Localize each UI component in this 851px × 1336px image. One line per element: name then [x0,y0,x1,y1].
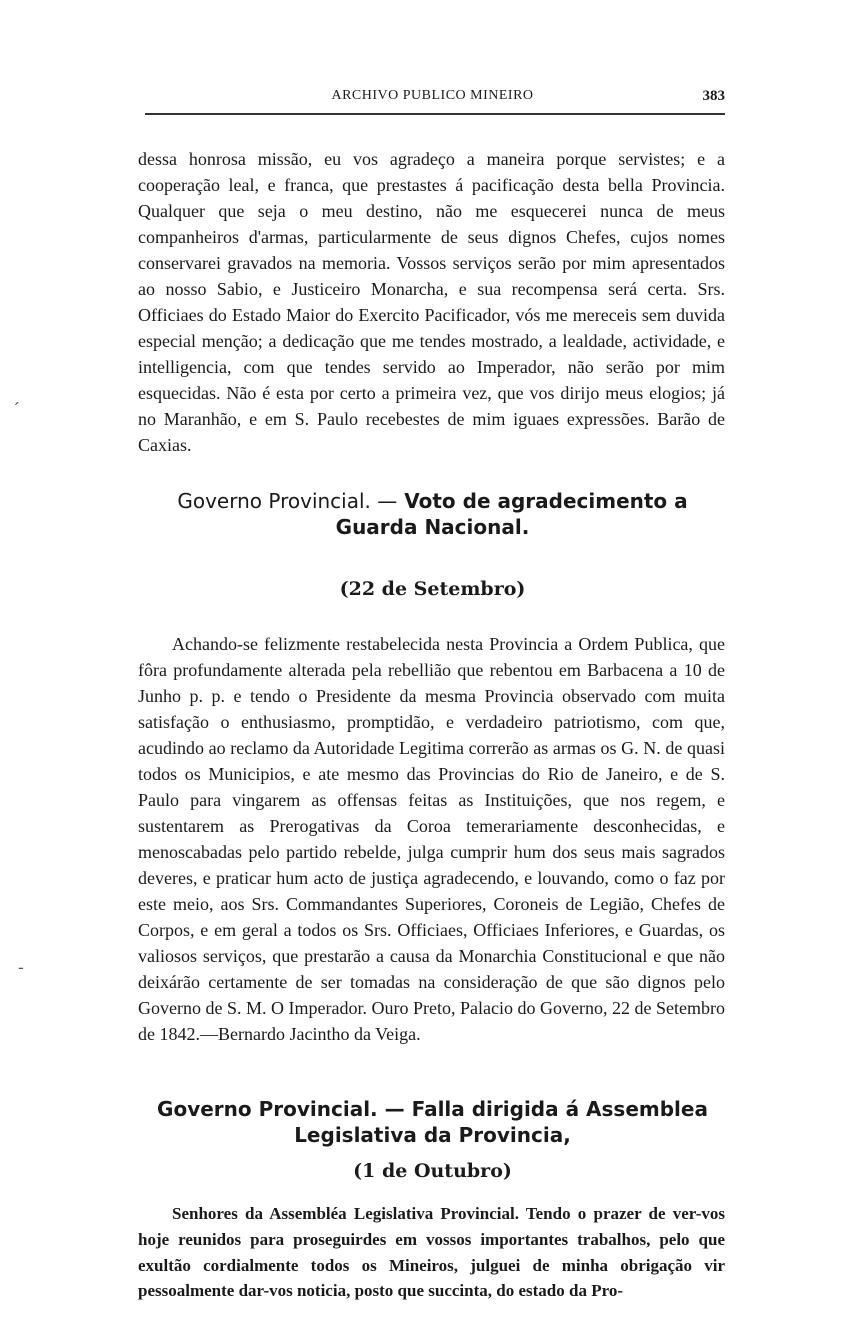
continuation-paragraph: dessa honrosa missão, eu vos agradeço a maneira porque servistes; e a cooperação leal, e franca, que prestastes á pacificação desta bella Provincia. Qualquer que seja o meu destino, não me esquecerei nunca de meus companheiros d'armas, particularmente de seus dignos Chefes, cujos nomes conservarei gravados na memoria. Vossos serviços serão por mim apresentados ao nosso Sabio, e Justiceiro Monarcha, e sua recompensa será certa. Srs. Officiaes do Estado Maior do Exercito Pacificador, vós me mereceis sem duvida especial menção; a dedicação que me tendes mostrado, a lealdade, actividade, e intelligencia, com que tendes servido ao Imperador, não serão por mim esquecidas. Não é esta por certo a primeira vez, que vos dirijo meus elogios; já no Maranhão, e em S. Paulo recebestes de mim iguaes expressões. Barão de Caxias. [138,149,725,455]
section1-heading-title: Voto de agradecimento a Guarda Nacional. [335,489,688,539]
section2-heading-title: Falla dirigida á Assemblea Legislativa da Provincia, [294,1097,708,1147]
running-header [140,88,725,108]
section2-heading [145,1096,720,1148]
section2-heading-lead: Governo Provincial. — [157,1097,405,1121]
continuation-block [138,146,725,458]
section1-body-block [138,631,725,1047]
section1-heading-lead: Governo Provincial. — [177,489,398,513]
section1-body: Achando-se felizmente restabelecida nesta Provincia a Ordem Publica, que fôra profundamente alterada pela rebellião que rebentou em Barbacena a 10 de Junho p. p. e tendo o Presidente da mesma Provincia observado com muita satisfação o enthusiasmo, promptidão, e verdadeiro patriotismo, com que, acudindo ao reclamo da Autoridade Legitima correrão as armas os G. N. de quasi todos os Municipios, e ate mesmo das Provincias do Rio de Janeiro, e de S. Paulo para vingarem as offensas feitas as Instituições, que nos regem, e sustentarem as Prerogativas da Coroa temerariamente desconhecidas, e menoscabadas pelo partido rebelde, julga cumprir hum dos seus mais sagrados deveres, e praticar hum acto de justiça agradecendo, e louvando, como o faz por este meio, aos Srs. Commandantes Superiores, Coroneis de Legião, Chefes de Corpos, e em geral a todos os Srs. Officiaes, Officiaes Inferiores, e Guardas, os valiosos serviços, que prestarão a causa da Monarchia Constitucional e que não deixárão certamente de ser tomadas na consideração de que são dignos pelo Governo de S. M. O Imperador. Ouro Preto, Palacio do Governo, 22 de Setembro de 1842.—Bernardo Jacintho da Veiga. [138,634,725,1044]
section2-date: (1 de Outubro) [353,1160,512,1182]
running-title: ARCHIVO PUBLICO MINEIRO [331,88,534,103]
section1-heading [145,488,720,540]
margin-mark: ˏ [12,386,20,405]
margin-mark: - [18,958,24,977]
section2-body-block [138,1201,725,1304]
section1-date: (22 de Setembro) [339,578,526,600]
header-rule [145,113,725,115]
section2-body: Senhores da Assembléa Legislativa Provincial. Tendo o prazer de ver-vos hoje reunidos para proseguirdes em vossos importantes trabalhos, pelo que exultão cordialmente todos os Mineiros, julguei de minha obrigação vir pessoalmente dar-vos noticia, posto que succinta, do estado da Pro- [138,1204,725,1301]
page-number: 383 [702,88,725,104]
